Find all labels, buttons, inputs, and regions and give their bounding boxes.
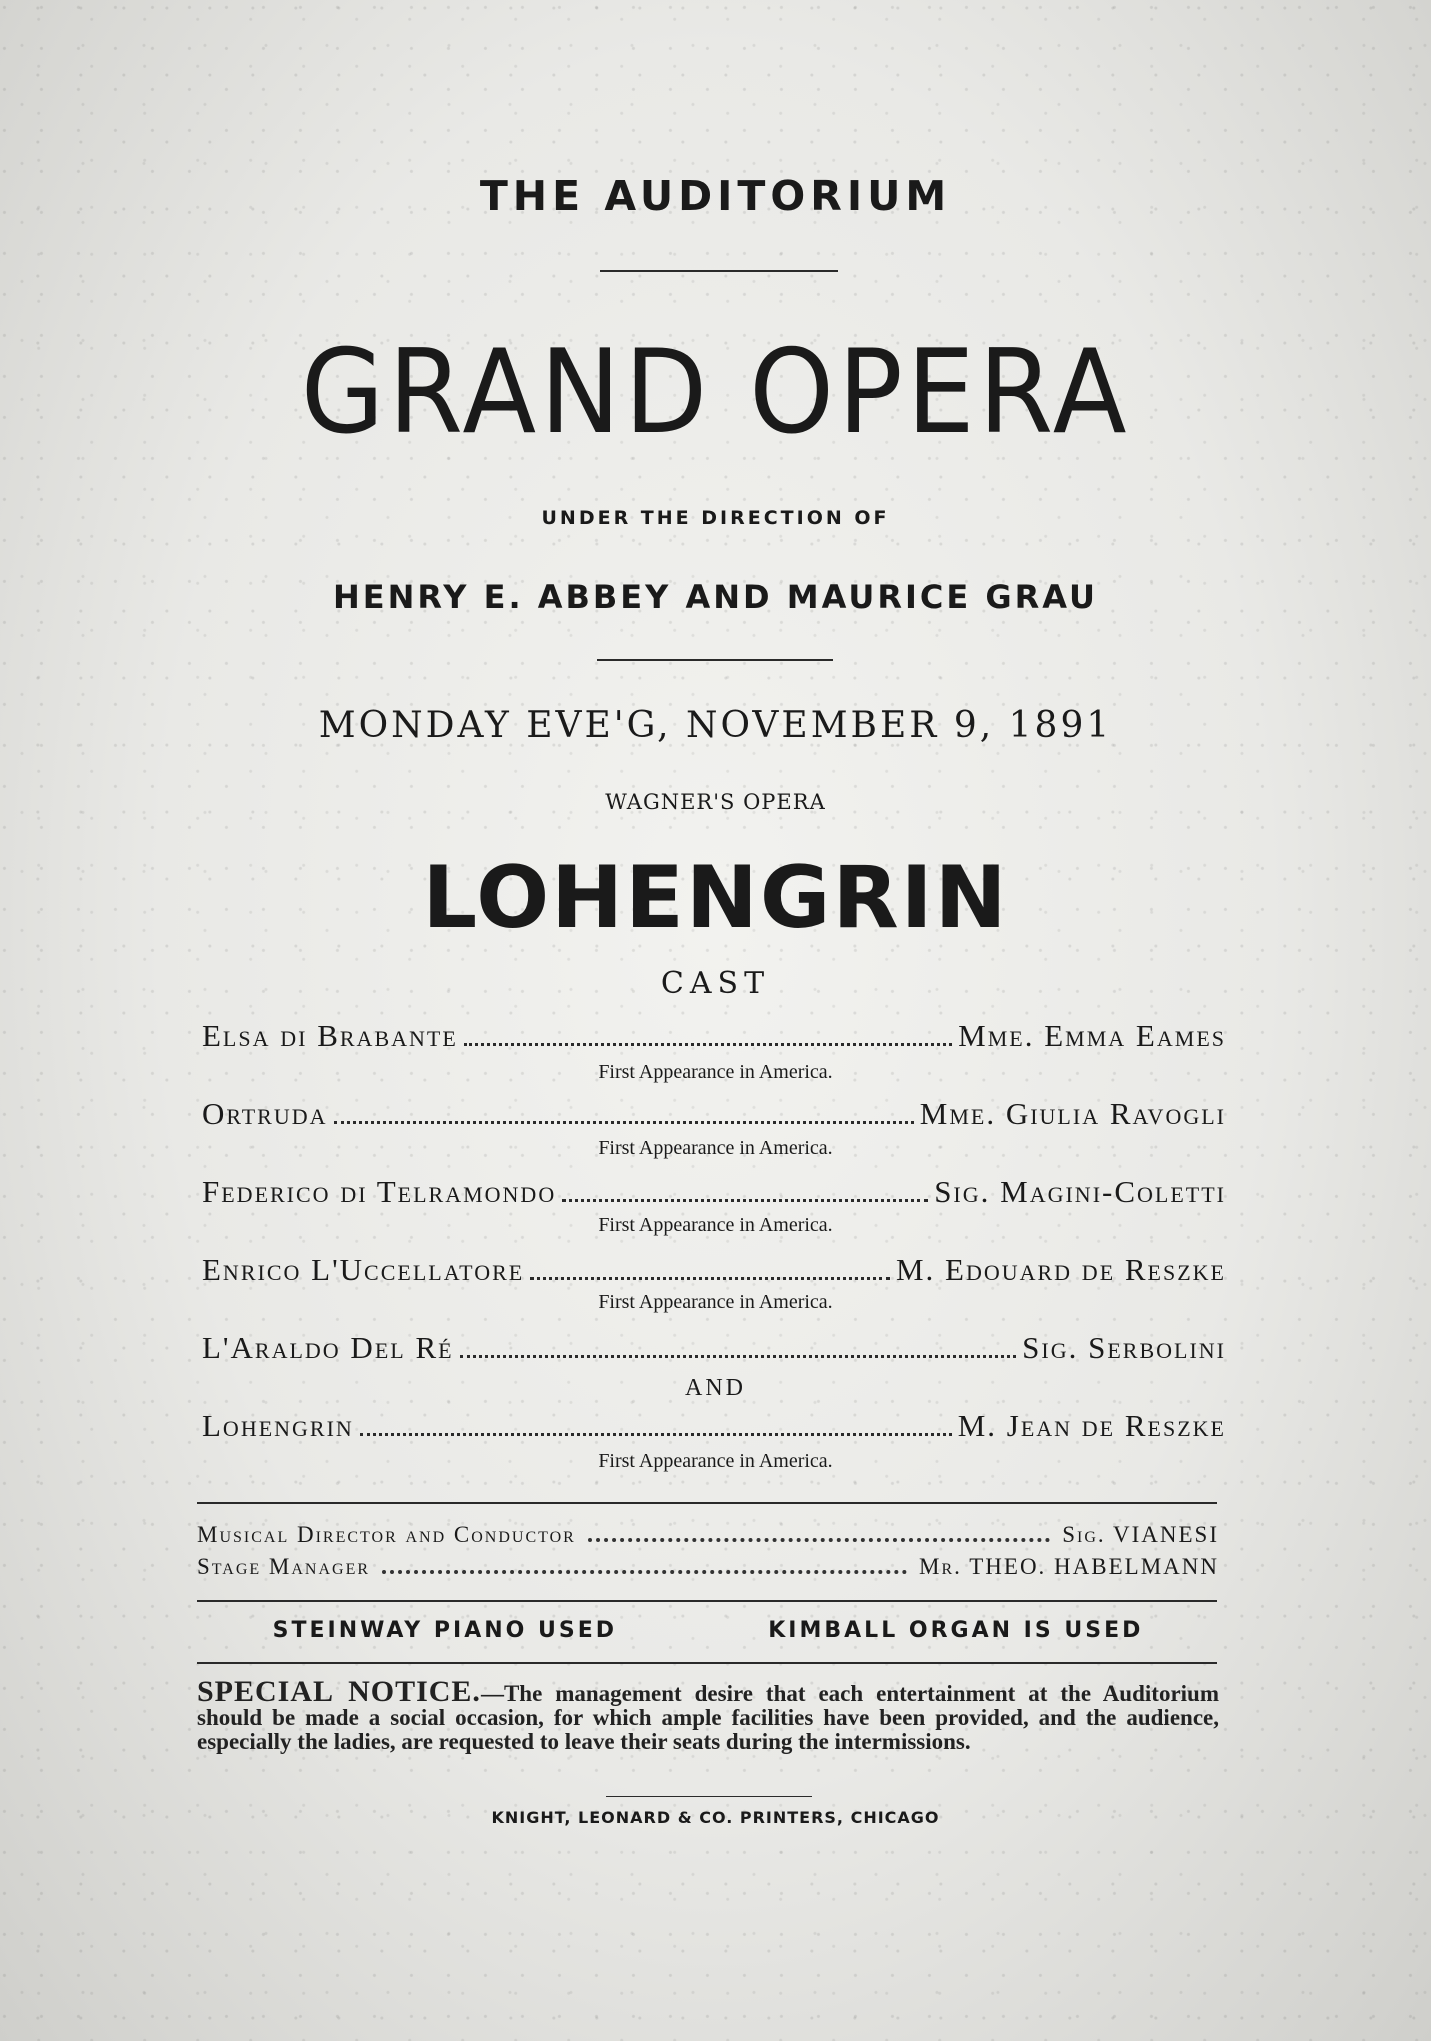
divider-cast (197, 1502, 1217, 1504)
role-name: Lohengrin (202, 1408, 354, 1443)
leader-dots (334, 1121, 914, 1124)
role-name: L'Araldo Del Ré (202, 1330, 454, 1365)
performer-name: M. Jean de Reszke (957, 1408, 1226, 1443)
staff-title: Stage Manager (197, 1554, 371, 1579)
divider-top (600, 270, 838, 272)
staff-title: Musical Director and Conductor (197, 1522, 576, 1547)
sponsors (197, 1618, 1219, 1643)
leader-dots (360, 1433, 952, 1436)
leader-dots (464, 1043, 952, 1046)
organ-sponsor: KIMBALL ORGAN IS USED (768, 1618, 1144, 1643)
divider-sponsors (197, 1662, 1217, 1664)
cast-heading: CAST (660, 966, 771, 1001)
role-name: Elsa di Brabante (202, 1018, 458, 1053)
notice-lead: SPECIAL NOTICE. (197, 1675, 481, 1708)
appearance-note: First Appearance in America. (598, 1137, 833, 1159)
role-name: Ortruda (202, 1096, 328, 1131)
staff-name: Sig. VIANESI (1062, 1522, 1219, 1547)
opera-title: LOHENGRIN (422, 848, 1009, 948)
piano-sponsor: STEINWAY PIANO USED (272, 1618, 617, 1643)
divider-printer (606, 1796, 812, 1797)
staff-name: Mr. THEO. HABELMANN (919, 1554, 1219, 1579)
cast-row (202, 1408, 1226, 1444)
performer-name: Sig. Serbolini (1022, 1330, 1226, 1365)
printer-credit: KNIGHT, LEONARD & CO. PRINTERS, CHICAGO (491, 1808, 940, 1827)
and-label: AND (685, 1375, 746, 1401)
role-name: Enrico L'Uccellatore (202, 1252, 525, 1287)
cast-row (202, 1252, 1226, 1288)
staff-row (197, 1554, 1219, 1580)
leader-dots (382, 1570, 907, 1574)
cast-row (202, 1096, 1226, 1132)
performer-name: M. Edouard de Reszke (895, 1252, 1226, 1287)
cast-row (202, 1018, 1226, 1054)
directors: HENRY E. ABBEY AND MAURICE GRAU (332, 578, 1099, 616)
leader-dots (588, 1538, 1050, 1542)
appearance-note: First Appearance in America. (598, 1291, 833, 1313)
performance-date: MONDAY EVE'G, NOVEMBER 9, 1891 (318, 705, 1113, 746)
staff-row (197, 1522, 1219, 1548)
program-title: GRAND OPERA (300, 325, 1131, 460)
divider-directors (597, 659, 833, 661)
venue-name: THE AUDITORIUM (479, 172, 952, 220)
special-notice (197, 1675, 1219, 1754)
role-name: Federico di Telramondo (202, 1174, 557, 1209)
leader-dots (530, 1277, 890, 1280)
cast-row (202, 1330, 1226, 1366)
performer-name: Mme. Giulia Ravogli (919, 1096, 1226, 1131)
appearance-note: First Appearance in America. (598, 1061, 833, 1083)
performer-name: Mme. Emma Eames (958, 1018, 1226, 1053)
composer-line: WAGNER'S OPERA (605, 790, 826, 814)
appearance-note: First Appearance in America. (598, 1214, 833, 1236)
appearance-note: First Appearance in America. (598, 1450, 833, 1472)
performer-name: Sig. Magini-Coletti (934, 1174, 1226, 1209)
leader-dots (562, 1199, 928, 1202)
cast-row (202, 1174, 1226, 1210)
leader-dots (460, 1355, 1017, 1358)
notice-text: —The management desire that each entertainment at the Auditorium should be made a social occasion, for which ample facilities have been provided, and the audience, especially the ladies, are requested to leave their seats during the intermissions. (197, 1681, 1219, 1754)
divider-staff (197, 1600, 1217, 1602)
direction-label: UNDER THE DIRECTION OF (541, 507, 890, 529)
